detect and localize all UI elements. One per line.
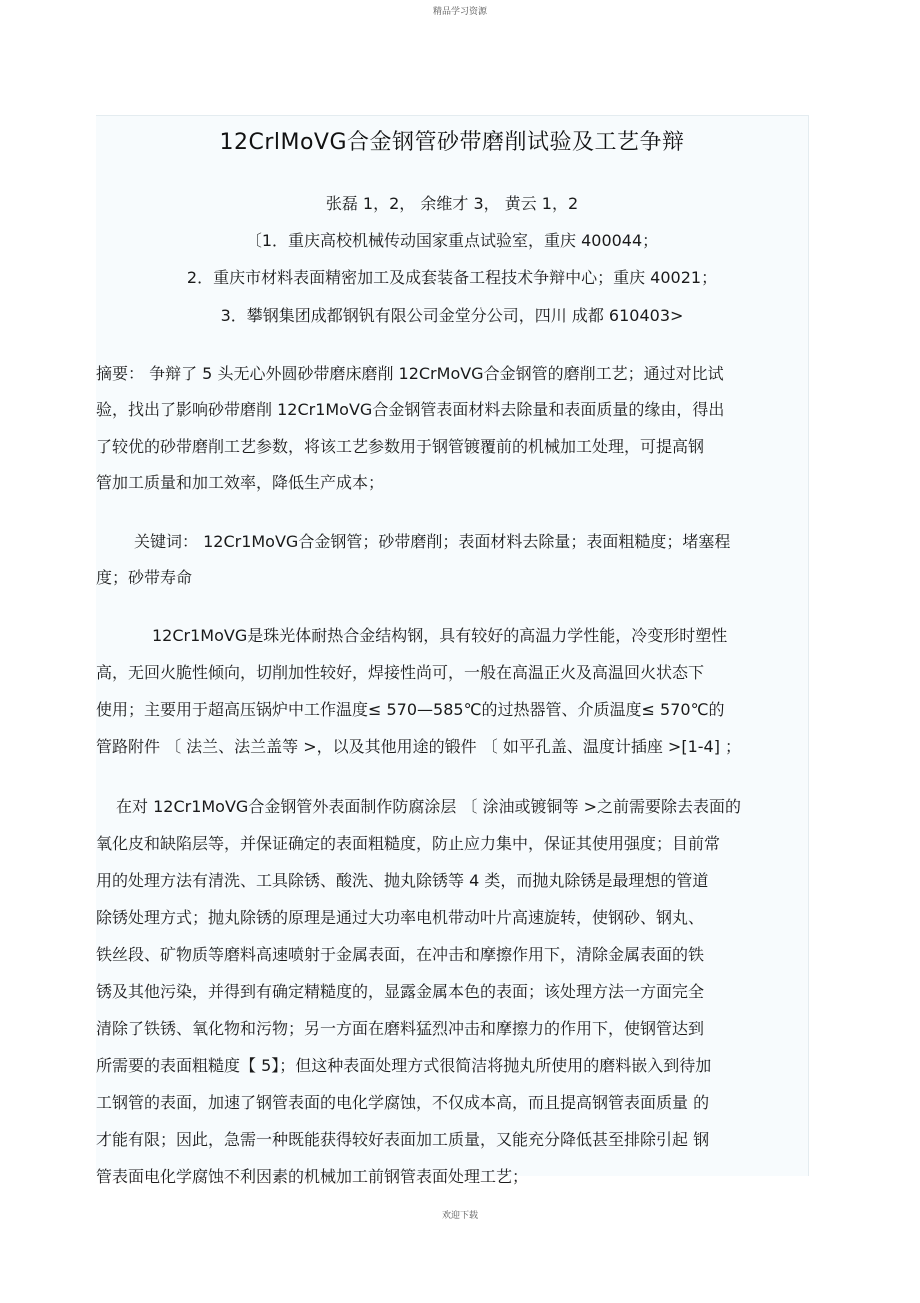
page-header: 精品学习资源: [432, 7, 487, 17]
paragraph-line: 除锈处理方式；抛丸除锈的原理是通过大功率电机带动叶片高速旋转，使钢砂、钢丸、: [96, 908, 705, 927]
paragraph-line: 工钢管的表面，加速了钢管表面的电化学腐蚀，不仅成本高，而且提高钢管表面质量 的: [96, 1093, 710, 1112]
paragraph-line: 铁丝段、矿物质等磨料高速喷射于金属表面，在冲击和摩擦作用下，清除金属表面的铁: [96, 945, 705, 964]
paragraph-line: 管路附件 〔 法兰、法兰盖等 >，以及其他用途的锻件 〔 如平孔盖、温度计插座 >[1-4] ；: [96, 737, 742, 756]
abstract-line: 管加工质量和加工效率，降低生产成本；: [96, 473, 385, 492]
paragraph-line: 氧化皮和缺陷层等，并保证确定的表面粗糙度，防止应力集中，保证其使用强度；目前常: [96, 834, 721, 853]
keywords-line: 度；砂带寿命: [96, 568, 193, 587]
paragraph-line: 在对 12Cr1MoVG合金钢管外表面制作防腐涂层 〔 涂油或镀铜等 >之前需要除去表面的: [116, 797, 741, 816]
page-footer: 欢迎下载: [441, 1211, 478, 1221]
article-title: 12CrlMoVG合金钢管砂带磨削试验及工艺争辩: [219, 130, 685, 155]
paragraph-line: 高，无回火脆性倾向，切削加性较好，焊接性尚可，一般在高温正火及高温回火状态下: [96, 663, 705, 682]
paragraph-line: 用的处理方法有清洗、工具除锈、酸洗、抛丸除锈等 4 类，而抛丸除锈是最理想的管道: [96, 871, 709, 890]
paragraph-line: 12Cr1MoVG是珠光体耐热合金结构钢，具有较好的高温力学性能，冷变形时塑性: [152, 626, 728, 645]
keywords-line: 关键词： 12Cr1MoVG合金钢管；砂带磨削；表面材料去除量；表面粗糙度；堵塞程: [134, 532, 731, 551]
paragraph-line: 所需要的表面粗糙度【 5】；但这种表面处理方式很简洁将抛丸所使用的磨料嵌入到待加: [96, 1056, 712, 1075]
affiliation-2: 2．重庆市材料表面精密加工及成套装备工程技术争辩中心；重庆 40021；: [186, 268, 718, 287]
abstract-line: 验，找出了影响砂带磨削 12Cr1MoVG合金钢管表面材料去除量和表面质量的缘由，得出: [96, 400, 725, 419]
authors-line: 张磊 1，2， 余维才 3， 黄云 1，2: [325, 194, 579, 213]
paragraph-line: 清除了铁锈、氧化物和污物；另一方面在磨料猛烈冲击和摩擦力的作用下，使钢管达到: [96, 1019, 705, 1038]
affiliation-1: 〔1．重庆高校机械传动国家重点试验室，重庆 400044；: [245, 231, 659, 250]
abstract-line: 了较优的砂带磨削工艺参数，将该工艺参数用于钢管镀覆前的机械加工处理，可提高钢: [96, 437, 705, 456]
paragraph-line: 使用；主要用于超高压锅炉中工作温度≤ 570—585℃的过热器管、介质温度≤ 570℃的: [96, 700, 725, 719]
paragraph-line: 锈及其他污染，并得到有确定精糙度的，显露金属本色的表面；该处理方法一方面完全: [96, 982, 705, 1001]
paragraph-line: 管表面电化学腐蚀不利因素的机械加工前钢管表面处理工艺；: [96, 1167, 529, 1186]
abstract-line: 摘要： 争辩了 5 头无心外圆砂带磨床磨削 12CrMoVG合金钢管的磨削工艺；通过对比试: [96, 364, 724, 383]
affiliation-3: 3．攀钢集团成都钢钒有限公司金堂分公司，四川 成都 610403>: [220, 306, 684, 325]
paragraph-line: 才能有限；因此，急需一种既能获得较好表面加工质量，又能充分降低甚至排除引起 钢: [96, 1130, 710, 1149]
